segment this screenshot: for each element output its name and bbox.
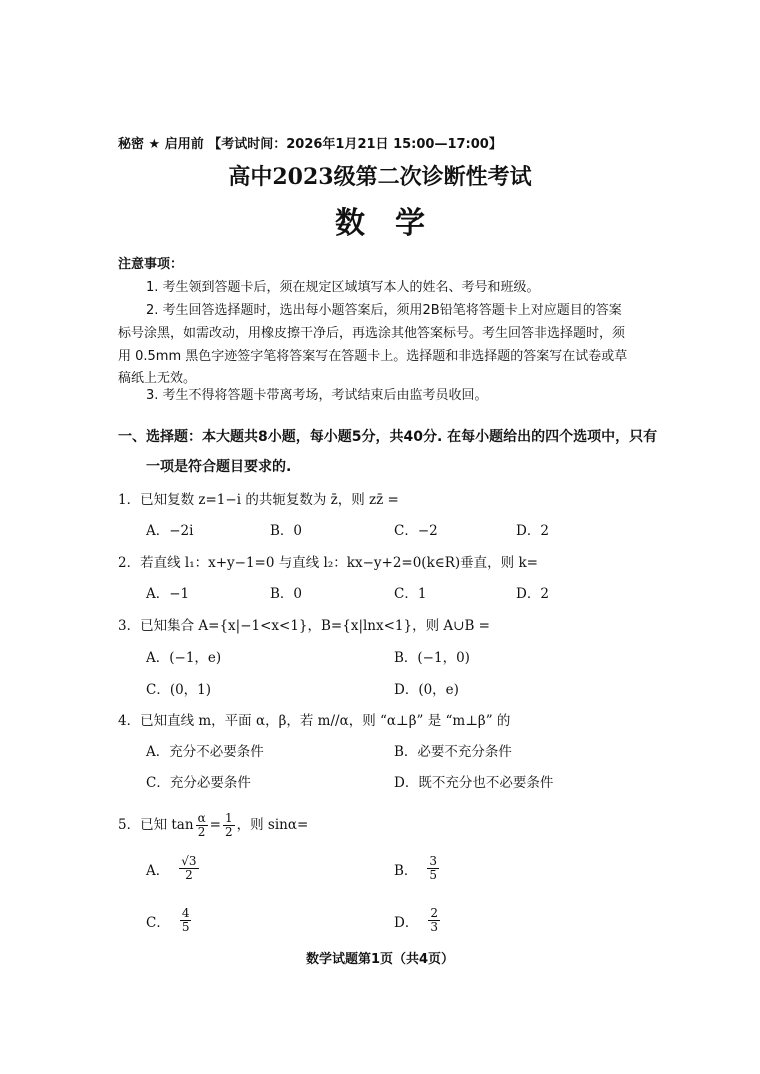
question-4-option-b: B．必要不充分条件 [394,744,512,760]
confidential-line: 秘密 ★ 启用前 【考试时间：2026年1月21日 15:00—17:00】 [118,137,502,152]
fraction-denominator: 2 [224,825,233,839]
question-5-option-b [394,855,441,882]
fraction-numerator: 4 [181,906,190,920]
question-5-option-c [146,907,193,934]
question-2-stem: 2．若直线 l₁：x+y−1=0 与直线 l₂：kx−y+2=0(k∈R)垂直，则 k= [118,555,538,571]
option-label: B． [394,862,418,879]
question-4-option-a: A．充分不必要条件 [146,744,264,760]
fraction-denominator: 5 [181,920,190,934]
question-3-option-d: D．(0，e) [394,682,459,698]
question-3-option-c: C．(0，1) [146,682,212,698]
question-3-option-b: B．(−1，0) [394,650,470,666]
question-1-stem: 1．已知复数 z=1−i 的共轭复数为 z̄，则 zz̄ = [118,492,399,508]
question-5-half-alpha-fraction [196,812,208,839]
question-2-option-b: B．0 [270,586,303,602]
question-5-stem-suffix: ，则 sinα= [236,817,309,833]
fraction-denominator: 2 [197,825,206,839]
question-1-option-c: C．−2 [394,523,438,539]
option-fraction [179,855,198,882]
subject-title: 数学 [335,206,455,241]
question-3-stem: 3．已知集合 A={x|−1<x<1}，B={x|lnx<1}，则 A∪B = [118,618,490,634]
fraction-denominator: 2 [185,868,193,882]
question-4-stem: 4．已知直线 m，平面 α，β，若 m//α，则 “α⊥β” 是 “m⊥β” 的 [118,713,511,729]
fraction-numerator: 1 [224,811,233,825]
fraction-numerator: 3 [429,854,438,868]
question-4-option-d: D．既不充分也不必要条件 [394,775,554,791]
option-label: C． [146,914,170,931]
fraction-denominator: 5 [429,868,438,882]
option-fraction [428,907,440,934]
question-5-stem-prefix: 5．已知 tan [118,817,194,833]
option-label: A． [146,862,170,879]
notice-item-3: 3. 考生不得将答题卡带离考场，考试结束后由监考员收回。 [146,388,488,403]
question-1-option-b: B．0 [270,523,303,539]
section-heading-line-1: 一、选择题：本大题共8小题，每小题5分，共40分. 在每小题给出的四个选项中，只有 [118,429,658,445]
notice-item-2-line-3: 用 0.5mm 黑色字迹签字笔将答案写在答题卡上。选择题和非选择题的答案写在试卷或草 [118,349,628,364]
question-4-option-c: C．充分必要条件 [146,775,251,791]
question-1-option-d: D．2 [516,523,549,539]
option-fraction [427,855,439,882]
question-5-stem [118,812,308,839]
notice-heading: 注意事项： [118,257,184,272]
section-heading-line-2: 一项是符合题目要求的. [146,459,292,475]
question-2-option-c: C．1 [394,586,427,602]
fraction-numerator: √3 [181,854,197,868]
question-1-option-a: A．−2i [146,523,194,539]
question-2-option-a: A．−1 [146,586,190,602]
notice-item-2-line-1: 2. 考生回答选择题时，选出每小题答案后，须用2B铅笔将答题卡上对应题目的答案 [146,303,622,318]
option-label: D． [394,914,419,931]
page-footer: 数学试题第1页（共4页） [305,952,455,967]
notice-item-1: 1. 考生领到答题卡后，须在规定区域填写本人的姓名、考号和班级。 [146,280,540,295]
exam-title: 高中2023级第二次诊断性考试 [228,164,532,190]
question-5-one-half-fraction [223,812,235,839]
fraction-numerator: 2 [430,906,438,920]
notice-item-2-line-4: 稿纸上无效。 [118,371,197,386]
equals-sign: = [209,817,221,833]
question-5-option-a [146,855,201,882]
question-5-option-d [394,907,442,934]
fraction-denominator: 3 [430,920,438,934]
question-2-option-d: D．2 [516,586,549,602]
option-fraction [180,907,192,934]
fraction-numerator: α [197,811,206,825]
question-3-option-a: A．(−1，e) [146,650,222,666]
notice-item-2-line-2: 标号涂黑，如需改动，用橡皮擦干净后，再选涂其他答案标号。考生回答非选择题时，须 [118,326,626,341]
